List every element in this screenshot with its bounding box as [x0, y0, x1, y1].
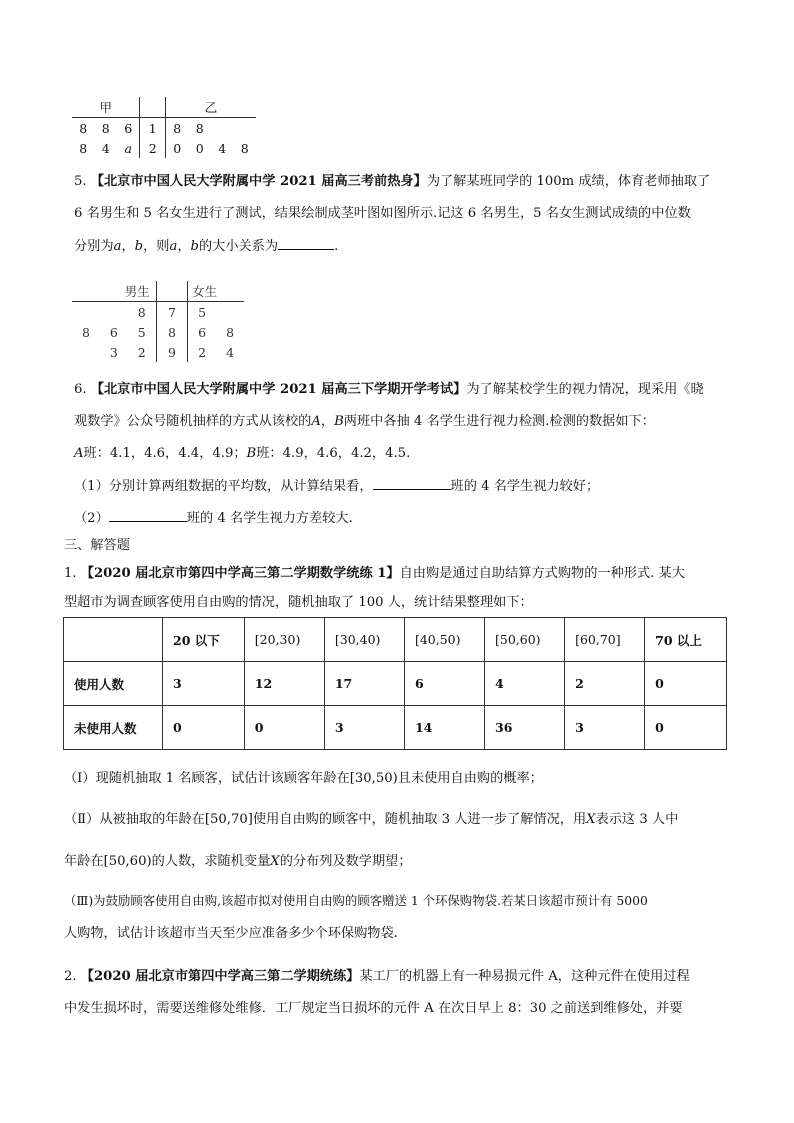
leaf: 0	[166, 138, 189, 158]
question-text: 为了解某班同学的 100m 成绩，体育老师抽取了	[426, 174, 711, 189]
question-text: （2）	[74, 511, 109, 526]
problem-text: 中发生损坏时，需要送维修处维修．工厂规定当日损坏的元件 A 在次日早上 8：30 之前送到维修处，并要	[64, 1001, 683, 1016]
punct: .	[334, 239, 339, 254]
answer-blank[interactable]	[109, 509, 187, 522]
question-source: 【北京市中国人民大学附属中学 2021 届高三下学期开学考试】	[90, 382, 467, 397]
interval: [50,70]	[204, 812, 253, 827]
leaf-variable: a	[124, 140, 132, 156]
leaf: 8	[240, 140, 249, 156]
problem-text: （Ⅲ)为鼓励顾客使用自由购,该超市拟对使用自由购的顾客赠送 1 个环保购物袋.若某日该超市预计有 5000	[64, 893, 648, 908]
data-table	[63, 617, 727, 750]
stem: 9	[156, 342, 187, 362]
question-text: 观数学》公众号随机抽样的方式从该校的	[74, 414, 312, 429]
problem-source: 【2020 届北京市第四中学高三第二学期数学统练 1】	[80, 566, 400, 581]
leaf: 4	[218, 140, 227, 156]
stem-leaf-plot-2	[72, 281, 244, 362]
table-cell: 17	[324, 662, 404, 706]
table-cell: 4	[485, 662, 565, 706]
problem-text: 表示这 3 人中	[595, 812, 679, 827]
p2-line-2	[64, 1000, 683, 1018]
table-header: [50,60)	[485, 618, 565, 662]
q5-line-3	[74, 237, 338, 256]
answer-blank[interactable]	[373, 477, 451, 490]
table-cell: 0	[163, 706, 245, 750]
table-cell: 0	[645, 662, 727, 706]
table-cell: 3	[163, 662, 245, 706]
question-text: 班的 4 名学生视力方差较大.	[186, 511, 353, 526]
problem-text: 某工厂的机器上有一种易损元件 A，这种元件在使用过程	[359, 969, 690, 984]
stem-leaf-plot-1	[72, 97, 256, 158]
table-header: [60,70]	[565, 618, 645, 662]
leaf: 8	[226, 324, 235, 340]
data-label: 班：	[83, 446, 110, 461]
row-label: 使用人数	[64, 662, 163, 706]
problem-text: （Ⅰ）现随机抽取 1 名顾客，试估计该顾客年龄在	[64, 771, 350, 786]
problem-text: 的人数，求随机变量	[151, 854, 271, 869]
q6-line-2	[74, 413, 655, 431]
section-header: 三、解答题	[64, 538, 130, 553]
p1-line-1	[64, 565, 685, 583]
stem: 8	[156, 322, 187, 342]
q6-part-1	[74, 477, 599, 496]
problem-text: 且未使用自由购的概率；	[397, 771, 543, 786]
table-row	[64, 662, 727, 706]
leaf: 0	[195, 140, 204, 156]
interval: [50,60)	[103, 854, 152, 869]
leaf: 6	[124, 120, 133, 136]
punct: ，	[320, 414, 335, 429]
data-values-a: 4.1，4.6，4.4，4.9；	[109, 446, 247, 461]
p1-part-2-cont	[64, 853, 412, 871]
data-label: 班：	[256, 446, 283, 461]
class-b: B	[246, 446, 257, 461]
interval: [30,50)	[349, 771, 398, 786]
problem-text: 自由购是通过自助结算方式购物的一种形式. 某大	[399, 566, 685, 581]
question-text: 6 名男生和 5 名女生进行了测试，结果绘制成茎叶图如图所示.记这 6 名男生，5 名女生测试成绩的中位数	[74, 206, 691, 221]
problem-text: 人购物，试估计该超市当天至少应准备多少个环保购物袋.	[64, 926, 398, 941]
table-header: [40,50)	[404, 618, 484, 662]
leaf: 8	[166, 118, 189, 139]
leaf: 8	[195, 120, 204, 136]
p1-part-3	[64, 892, 648, 910]
question-text: 分别为	[74, 239, 114, 254]
problem-source: 【2020 届北京市第四中学高三第二学期统练】	[80, 969, 360, 984]
row-label: 未使用人数	[64, 706, 163, 750]
leaf	[100, 302, 128, 323]
table-cell: 2	[565, 662, 645, 706]
problem-number: 1.	[64, 566, 77, 581]
question-text: 班的 4 名学生视力较好；	[450, 479, 600, 494]
q6-part-2	[74, 509, 353, 528]
punct: ，	[177, 239, 191, 254]
leaf: 6	[188, 322, 216, 342]
question-text: ，则	[143, 239, 170, 254]
leaf	[72, 302, 100, 323]
problem-text: 型超市为调查顾客使用自由购的情况，随机抽取了 100 人，统计结果整理如下：	[64, 595, 533, 610]
p1-line-2	[64, 594, 533, 612]
var-x: X	[270, 854, 280, 869]
leaf: 4	[226, 344, 235, 360]
leaf: 4	[101, 140, 110, 156]
table-header: [20,30)	[244, 618, 324, 662]
leaf: 5	[188, 302, 216, 323]
problem-number: 2.	[64, 969, 77, 984]
leaf: 8	[81, 324, 90, 340]
var-x: X	[586, 812, 596, 827]
table-cell: 0	[244, 706, 324, 750]
leaf: 3	[109, 344, 118, 360]
plot2-row	[72, 302, 244, 323]
leaf: 2	[188, 342, 216, 362]
p1-part-3-cont	[64, 925, 398, 943]
var-a: a	[169, 239, 178, 254]
answer-blank[interactable]	[278, 237, 334, 250]
plot2-right-title: 女生	[188, 281, 244, 302]
class-b: B	[334, 414, 344, 429]
table-cell: 0	[645, 706, 727, 750]
q5-line-1	[74, 173, 710, 191]
p1-part-1	[64, 770, 543, 788]
table-cell: 6	[404, 662, 484, 706]
var-b: b	[134, 239, 144, 254]
plot2-row	[72, 322, 244, 342]
table-cell: 3	[324, 706, 404, 750]
question-text: 两班中各抽 4 名学生进行视力检测.检测的数据如下：	[343, 414, 655, 429]
leaf	[72, 342, 100, 362]
table-header: [30,40)	[324, 618, 404, 662]
plot1-left-title: 甲	[72, 97, 140, 118]
table-header: 70 以上	[645, 618, 727, 662]
plot2-left-title: 男生	[72, 281, 156, 302]
question-number: 5.	[74, 174, 87, 189]
q6-line-1	[74, 381, 704, 399]
leaf: 5	[137, 324, 146, 340]
var-b: b	[190, 239, 199, 254]
table-cell: 3	[565, 706, 645, 750]
data-values-b: 4.9，4.6，4.2，4.5.	[282, 446, 411, 461]
problem-text: 年龄在	[64, 854, 104, 869]
problem-text: 的分布列及数学期望；	[279, 854, 412, 869]
table-cell: 36	[485, 706, 565, 750]
question-text: 为了解某校学生的视力情况，现采用《晓	[466, 382, 704, 397]
question-number: 6.	[74, 382, 87, 397]
plot1-right-title: 乙	[166, 97, 256, 118]
leaf: 2	[137, 344, 146, 360]
question-text: （1）分别计算两组数据的平均数，从计算结果看，	[74, 479, 373, 494]
leaf	[216, 302, 244, 323]
p1-part-2	[64, 811, 678, 829]
class-a: A	[311, 414, 321, 429]
plot1-row	[72, 118, 256, 139]
table-cell: 12	[244, 662, 324, 706]
table-row	[64, 706, 727, 750]
plot1-row	[72, 138, 256, 158]
table-cell: 14	[404, 706, 484, 750]
question-source: 【北京市中国人民大学附属中学 2021 届高三考前热身】	[90, 174, 427, 189]
leaf: 8	[79, 140, 88, 156]
table-header-row	[64, 618, 727, 662]
stem: 2	[140, 138, 166, 158]
leaf: 8	[101, 120, 110, 136]
problem-text: （Ⅱ）从被抽取的年龄在	[64, 812, 205, 827]
plot2-row	[72, 342, 244, 362]
table-header: 20 以下	[163, 618, 245, 662]
leaf: 8	[137, 304, 146, 320]
leaf: 8	[79, 120, 88, 136]
stem: 7	[156, 302, 187, 323]
punct: ，	[121, 239, 135, 254]
stem: 1	[140, 118, 166, 139]
question-text: 的大小关系为	[198, 239, 279, 254]
class-a: A	[74, 446, 84, 461]
leaf: 6	[109, 324, 118, 340]
q6-data-line	[74, 445, 410, 463]
p2-line-1	[64, 968, 690, 986]
var-a: a	[113, 239, 122, 254]
table-cell	[64, 618, 163, 662]
q5-line-2	[74, 205, 691, 223]
problem-text: 使用自由购的顾客中，随机抽取 3 人进一步了解情况，用	[252, 812, 587, 827]
